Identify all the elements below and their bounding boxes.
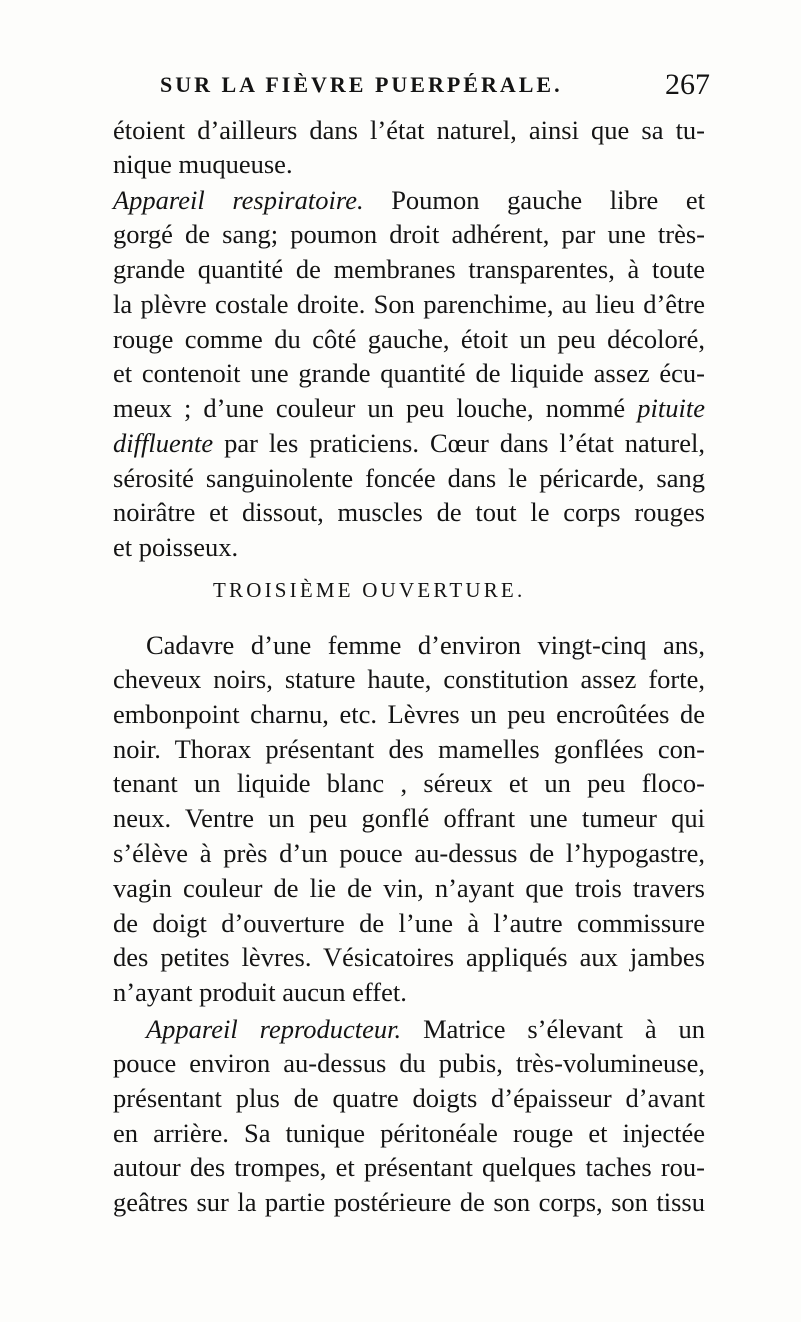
text-line: en arrière. Sa tunique péritonéale rouge et injectée <box>113 1118 705 1148</box>
text-line: étoient d’ailleurs dans l’état naturel, ainsi que sa tu- <box>113 115 705 145</box>
section-heading: TROISIÈME OUVERTURE. <box>213 578 526 602</box>
text-line: et poisseux. <box>113 532 239 562</box>
text-run: Poumon gauche libre et <box>363 185 705 215</box>
text-line: la plèvre costale droite. Son parenchime, au lieu d’être <box>113 289 705 319</box>
text-run: par les praticiens. Cœur dans l’état naturel, <box>213 428 705 458</box>
text-run: meux ; d’une couleur un peu louche, nommé <box>113 393 638 423</box>
text-line: pouce environ au-dessus du pubis, très-volumineuse, <box>113 1048 705 1078</box>
page-number: 267 <box>665 68 710 101</box>
text-line: présentant plus de quatre doigts d’épaisseur d’avant <box>113 1083 705 1113</box>
text-line: sérosité sanguinolente foncée dans le péricarde, sang <box>113 463 705 493</box>
text-line <box>146 1012 705 1046</box>
running-head <box>160 68 710 106</box>
text-line: n’ayant produit aucun effet. <box>113 977 407 1007</box>
text-line: des petites lèvres. Vésicatoires appliqués aux jambes <box>113 942 705 972</box>
section-lead-respiratory: Appareil respiratoire. <box>113 185 364 215</box>
text-line <box>113 426 705 460</box>
text-line: rouge comme du côté gauche, étoit un peu décoloré, <box>113 324 705 354</box>
term-pituite: pituite <box>637 393 705 423</box>
text-line: tenant un liquide blanc , séreux et un peu floco- <box>113 768 705 798</box>
text-line: gorgé de sang; poumon droit adhérent, par une très- <box>113 219 705 249</box>
running-title: SUR LA FIÈVRE PUERPÉRALE. <box>160 72 563 97</box>
text-line: embonpoint charnu, etc. Lèvres un peu encroûtées de <box>113 699 705 729</box>
text-line: autour des trompes, et présentant quelques taches rou- <box>113 1152 705 1182</box>
text-line: de doigt d’ouverture de l’une à l’autre commissure <box>113 908 705 938</box>
text-line: vagin couleur de lie de vin, n’ayant que trois travers <box>113 873 705 903</box>
text-line <box>113 391 705 425</box>
text-line: geâtres sur la partie postérieure de son corps, son tissu <box>113 1187 705 1217</box>
text-line: grande quantité de membranes transparentes, à toute <box>113 254 705 284</box>
text-line: s’élève à près d’un pouce au-dessus de l’hypogastre, <box>113 838 705 868</box>
text-run: Matrice s’élevant à un <box>401 1014 705 1044</box>
text-line: noir. Thorax présentant des mamelles gonflées con- <box>113 734 705 764</box>
text-line: Cadavre d’une femme d’environ vingt-cinq ans, <box>146 630 705 660</box>
text-line: nique muqueuse. <box>113 149 293 179</box>
text-line <box>113 183 705 217</box>
section-lead-reproductive: Appareil reproducteur. <box>146 1014 402 1044</box>
text-line: cheveux noirs, stature haute, constitution assez forte, <box>113 664 705 694</box>
text-line: neux. Ventre un peu gonflé offrant une tumeur qui <box>113 803 705 833</box>
text-line: et contenoit une grande quantité de liquide assez écu- <box>113 358 705 388</box>
term-diffluente: diffluente <box>113 428 214 458</box>
text-line: noirâtre et dissout, muscles de tout le corps rouges <box>113 497 705 527</box>
